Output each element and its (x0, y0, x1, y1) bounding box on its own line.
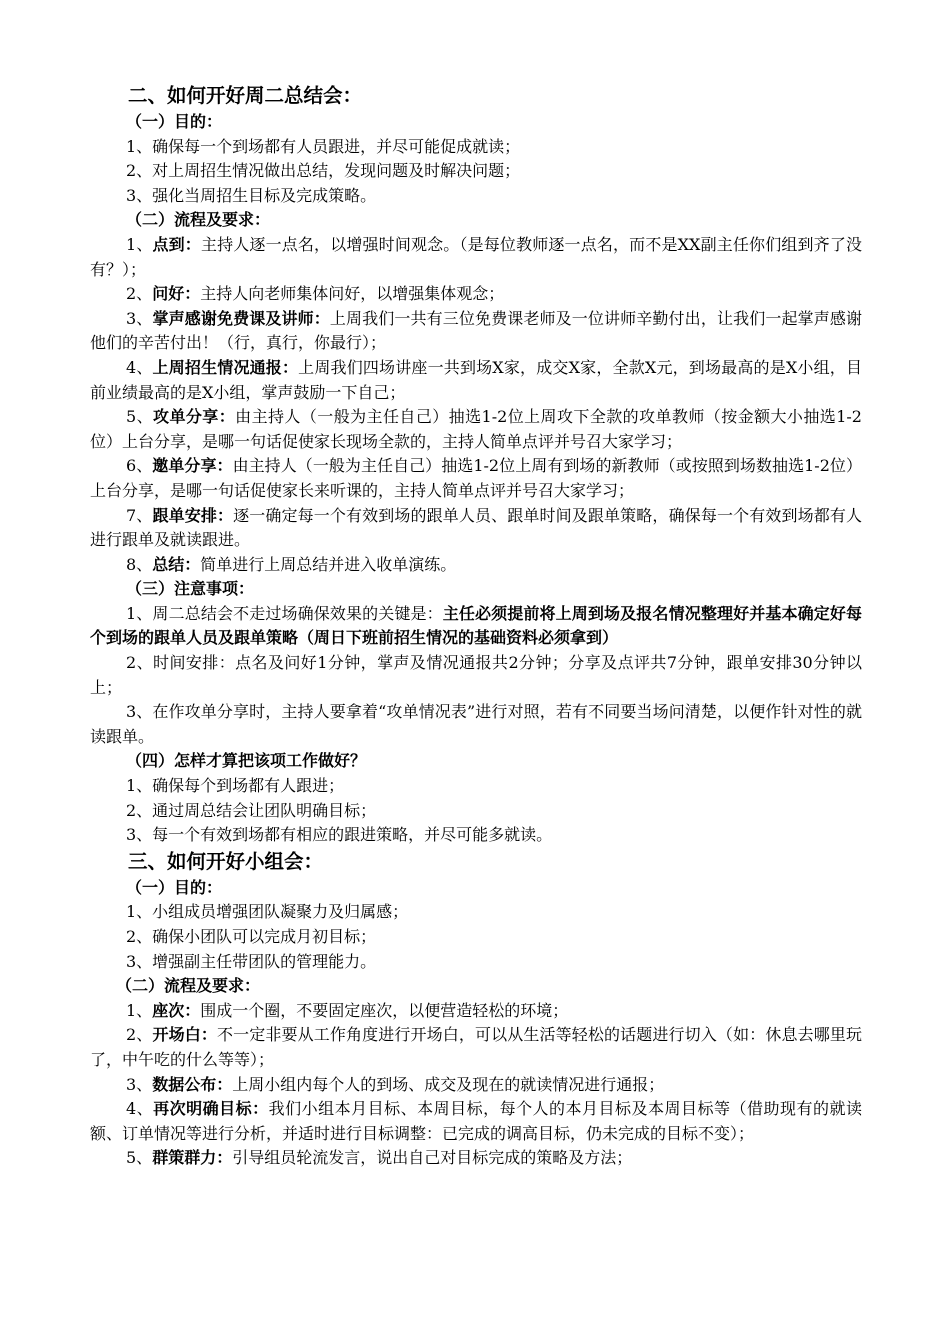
step-item (90, 356, 862, 405)
step-keyword: 总结： (152, 554, 201, 574)
step-keyword: 攻单分享： (153, 407, 236, 427)
list-item: 2、确保小团队可以完成月初目标； (126, 927, 377, 946)
step-number: 7、 (126, 505, 153, 525)
step-number: 3、 (126, 308, 153, 328)
step-number: 4、 (126, 1099, 154, 1119)
step-text: 简单进行上周总结并进入收单演练。 (200, 554, 457, 574)
step-number: 2、 (126, 284, 153, 304)
document-page (90, 82, 862, 1171)
step-text: 主持人逐一点名，以增强时间观念。（是每位教师逐一点名，而不是XX副主任你们组到齐了没有？）； (90, 234, 862, 279)
s2-notes-list (90, 602, 862, 750)
step-item (90, 405, 862, 454)
list-item: 3、增强副主任带团队的管理能力。 (126, 951, 377, 971)
step-number: 2、 (126, 1025, 153, 1045)
step-number: 4、 (126, 357, 153, 377)
list-item: 1、确保每一个到场都有人员跟进，并尽可能促成就读； (126, 136, 521, 156)
step-keyword: 群策群力： (152, 1148, 233, 1168)
list-item: 3、每一个有效到场都有相应的跟进策略，并尽可能多就读。 (126, 825, 553, 845)
step-text: 主持人向老师集体问好，以增强集体观念； (200, 284, 505, 304)
note-emphasis: 主任必须提前将上周到场及报名情况整理好并基本确定好每个到场的跟单人员及跟单策略（周日下班前招生情况的基础资料必须拿到） (90, 603, 862, 648)
note-text: 3、在作攻单分享时，主持人要拿着“攻单情况表”进行对照，若有不同要当场问清楚，以便作针对性的就读跟单。 (90, 702, 862, 746)
step-text: 上周小组内每个人的到场、成交及现在的就读情况进行通报； (232, 1074, 665, 1094)
step-item (90, 233, 862, 282)
step-item (90, 1146, 862, 1171)
step-item (90, 1023, 862, 1072)
section-3-title: 三、如何开好小组会： (128, 849, 324, 873)
step-keyword: 再次明确目标： (153, 1099, 269, 1119)
step-number: 5、 (126, 407, 154, 427)
step-keyword: 数据公布： (152, 1074, 233, 1094)
step-item (90, 454, 862, 503)
step-text: 围成一个圈，不要固定座次，以便营造轻松的环境； (200, 1000, 569, 1020)
s3-purpose-heading: （一）目的： (126, 877, 223, 897)
step-number: 5、 (126, 1148, 153, 1168)
step-item (90, 1073, 862, 1098)
list-item: 1、确保每个到场都有人跟进； (126, 776, 345, 796)
step-keyword: 邀单分享： (152, 456, 233, 476)
step-keyword: 上周招生情况通报： (152, 357, 299, 377)
s3-process-heading: （二）流程及要求： (116, 976, 261, 996)
list-item: 2、对上周招生情况做出总结，发现问题及时解决问题； (126, 161, 521, 181)
step-keyword: 掌声感谢免费课及讲师： (152, 308, 330, 328)
list-item: 1、小组成员增强团队凝聚力及归属感； (126, 902, 409, 922)
s2-criteria-heading: （四）怎样才算把该项工作做好？ (126, 751, 367, 771)
step-text: 由主持人（一般为主任自己）抽选1-2位上周有到场的新教师（或按照到场数抽选1-2位）上台分享，是哪一句话促使家长来听课的，主持人简单点评并号召大家学习； (90, 456, 862, 500)
note-item (90, 602, 862, 651)
note-text: 2、时间安排：点名及问好1分钟，掌声及情况通报共2分钟；分享及点评共7分钟，跟单安排30分钟以上； (90, 653, 862, 697)
step-text: 引导组员轮流发言，说出自己对目标完成的策略及方法； (232, 1148, 633, 1168)
step-number: 3、 (126, 1074, 153, 1094)
step-text: 不一定非要从工作角度进行开场白，可以从生活等轻松的话题进行切入（如：休息去哪里玩了，中午吃的什么等等）； (90, 1025, 862, 1069)
section-2-title: 二、如何开好周二总结会： (128, 84, 363, 107)
step-number: 6、 (126, 456, 153, 476)
step-item (90, 1097, 862, 1146)
step-item (90, 553, 862, 578)
step-number: 1、 (126, 234, 153, 254)
step-keyword: 跟单安排： (152, 505, 234, 525)
list-item: 3、强化当周招生目标及完成策略。 (126, 185, 377, 205)
step-number: 8、 (126, 554, 153, 574)
step-keyword: 开场白： (152, 1025, 217, 1045)
step-keyword: 问好： (152, 284, 201, 304)
step-item (90, 307, 862, 356)
step-item (90, 999, 862, 1024)
note-item (90, 700, 862, 749)
s3-steps-list (90, 999, 862, 1171)
s2-purpose-heading: （一）目的： (126, 112, 223, 131)
step-number: 1、 (126, 1000, 153, 1020)
s2-notes-heading: （三）注意事项： (126, 579, 255, 599)
step-item (90, 282, 862, 307)
step-text: 上周我们一共有三位免费课老师及一位讲师辛勤付出，让我们一起掌声感谢他们的辛苦付出！（行，真行，你最行）； (90, 308, 862, 353)
step-text: 由主持人（一般为主任自己）抽选1-2位上周攻下全款的攻单教师（按金额大小抽选1-2位）上台分享，是哪一句话促使家长现场全款的，主持人简单点评并号召大家学习； (90, 407, 862, 451)
list-item: 2、通过周总结会让团队明确目标； (126, 800, 377, 820)
step-keyword: 点到： (152, 234, 201, 254)
note-item (90, 651, 862, 700)
step-keyword: 座次： (152, 1000, 201, 1020)
step-item (90, 504, 862, 553)
step-text: 我们小组本月目标、本周目标，每个人的本月目标及本周目标等（借助现有的就读额、订单情况等进行分析，并适时进行目标调整：已完成的调高目标，仍未完成的目标不变）； (90, 1099, 862, 1143)
note-text: 1、周二总结会不走过场确保效果的关键是： (126, 603, 443, 623)
s2-process-heading: （二）流程及要求： (126, 210, 271, 230)
step-text: 逐一确定每一个有效到场的跟单人员、跟单时间及跟单策略，确保每一个有效到场都有人进行跟单及就读跟进。 (90, 505, 862, 550)
s2-steps-list (90, 233, 862, 577)
step-text: 上周我们四场讲座一共到场X家，成交X家，全款X元，到场最高的是X小组，目前业绩最高的是X小组，掌声鼓励一下自己； (90, 357, 862, 402)
